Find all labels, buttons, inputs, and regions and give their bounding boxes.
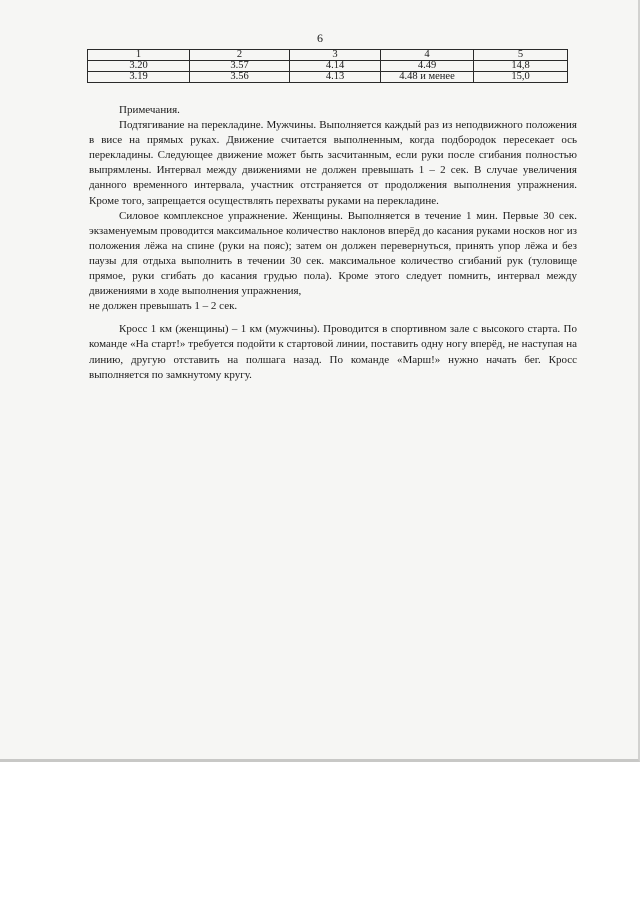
cross-paragraph: Кросс 1 км (женщины) – 1 км (мужчины). Проводится в спортивном зале с высокого старта. По команде «На старт!» требуется подойти к стартовой линии, поставить одну ногу вперёд, не наступая на линию, другую отставить на полшага назад. По команде «Марш!» нужно начать бег. Кросс выполняется по замкнутому кругу. bbox=[89, 323, 577, 381]
notes-title: Примечания. bbox=[119, 104, 180, 116]
table-header-row bbox=[88, 50, 568, 61]
pullup-paragraph: Подтягивание на перекладине. Мужчины. Выполняется каждый раз из неподвижного положения в висе на прямых руках. Движение считается выполненным, когда подбородок пересекает ось перекладины. Следующее движение может быть засчитанным, если руки после сгибания полностью выпрямлены. Интервал между движениями не должен превышать 1 – 2 сек. В случае увеличения данного временного интервала, участник отстраняется от продолжения выполнения упражнения. Кроме того, запрещается осуществлять перехваты руками на перекладине. bbox=[89, 119, 577, 207]
table-cell: 15,0 bbox=[474, 72, 568, 83]
power-complex-ending: не должен превышать 1 – 2 сек. bbox=[89, 300, 238, 313]
power-complex-paragraph: Силовое комплексное упражнение. Женщины. Выполняется в течение 1 мин. Первые 30 сек. экзаменуемым проводится максимальное количество наклонов вперёд до касания руками носков ног из положения лёжа на спине (руки на пояс); затем он должен перевернуться, принять упор лёжа и без паузы для отдыха выполнить в течении 30 сек. максимальное количество сгибаний рук (туловище прямое, руки сгибать до касания грудью пола). Кроме этого следует помнить, интервал между движениями в ходе выполнения упражнения, bbox=[89, 209, 577, 298]
table-row bbox=[88, 72, 568, 83]
table-cell: 4.49 bbox=[381, 61, 474, 72]
table-cell: 3.56 bbox=[190, 72, 290, 83]
table-cell: 3.19 bbox=[88, 72, 190, 83]
table-header-cell: 5 bbox=[474, 50, 568, 61]
notes-section bbox=[89, 103, 577, 383]
table-cell: 3.57 bbox=[190, 61, 290, 72]
table-cell: 14,8 bbox=[474, 61, 568, 72]
results-table bbox=[87, 49, 568, 83]
table-header-cell: 4 bbox=[381, 50, 474, 61]
table-cell: 4.14 bbox=[290, 61, 381, 72]
table-cell: 4.13 bbox=[290, 72, 381, 83]
table-row bbox=[88, 61, 568, 72]
table-cell: 4.48 и менее bbox=[381, 72, 474, 83]
table-cell: 3.20 bbox=[88, 61, 190, 72]
table-header-cell: 1 bbox=[88, 50, 190, 61]
table-header-cell: 3 bbox=[290, 50, 381, 61]
page-number: 6 bbox=[317, 31, 323, 45]
table-header-cell: 2 bbox=[190, 50, 290, 61]
